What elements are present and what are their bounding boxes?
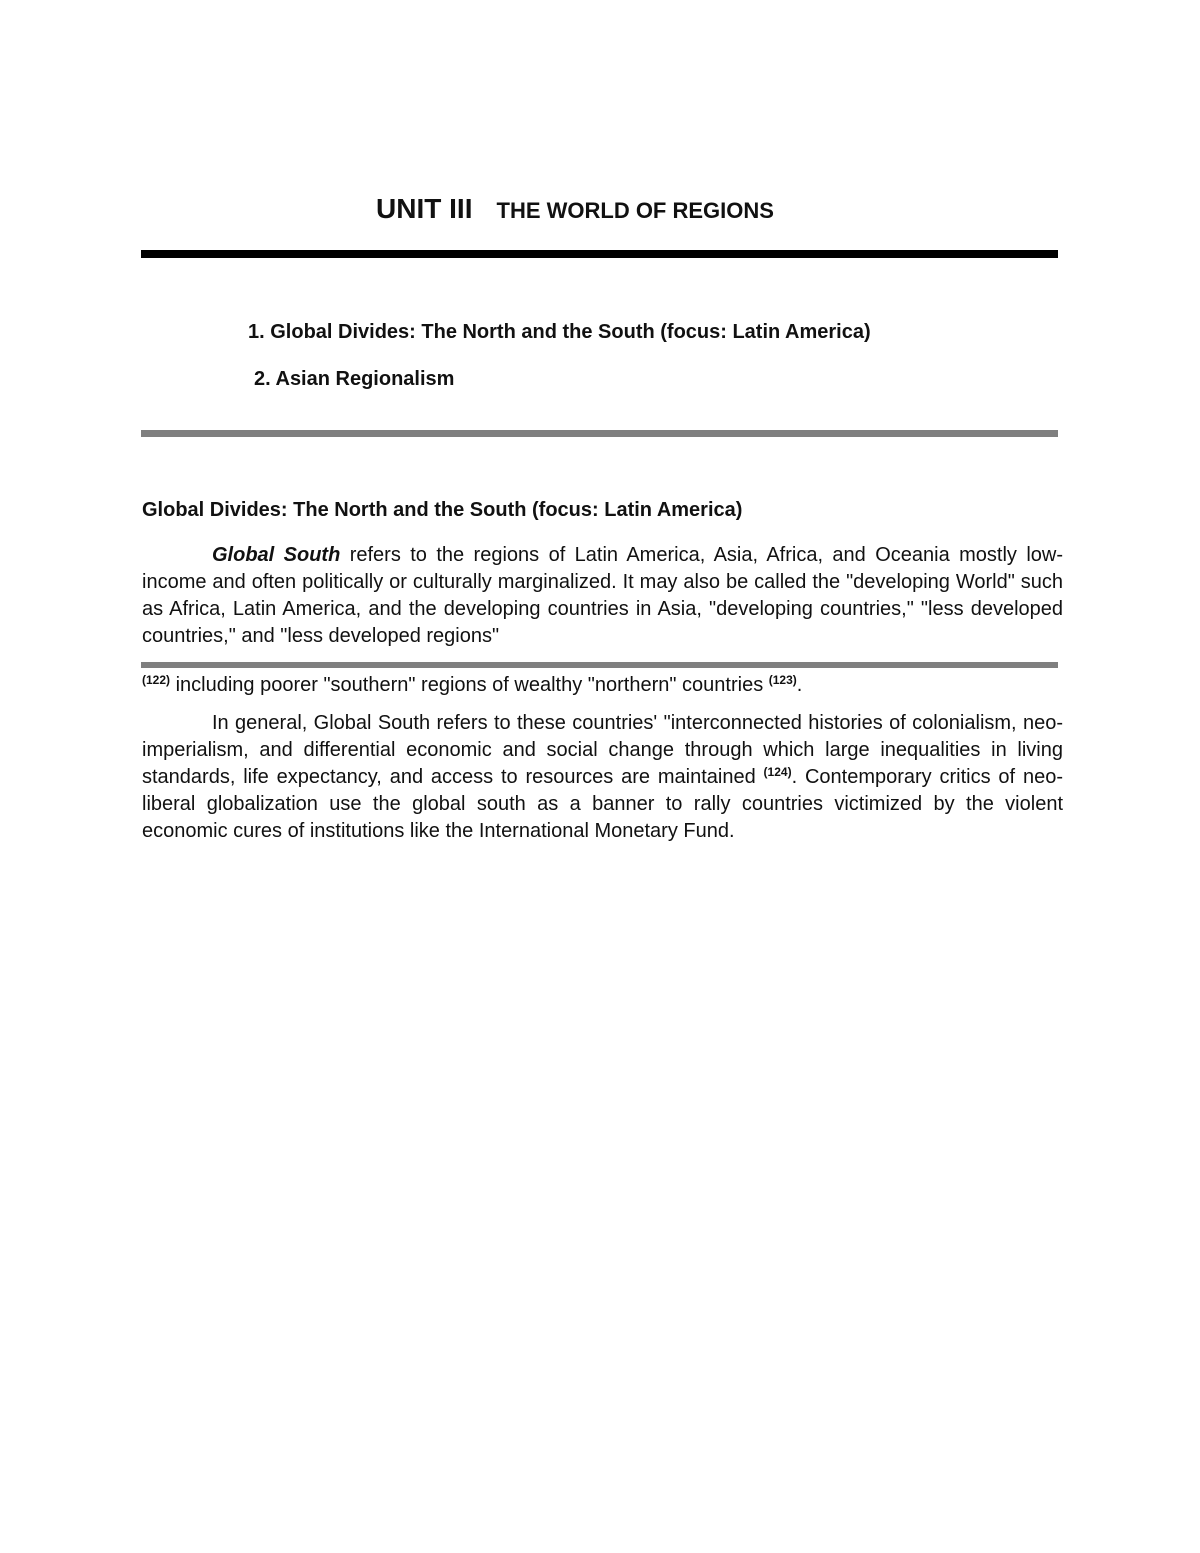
section-heading: Global Divides: The North and the South (focus: Latin America) — [142, 499, 743, 521]
page-break-divider — [141, 662, 1058, 668]
continuation-text: including poorer "southern" regions of wealthy "northern" countries — [170, 674, 769, 696]
unit-title: THE WORLD OF REGIONS — [496, 198, 774, 223]
paragraph-continuation — [142, 672, 802, 699]
paragraph-text: . Contemporary critics of neo-liberal globalization use the global south as a banner to rally countries victimized by the violent economic cures of institutions like the International Monetary Fund. — [142, 766, 1063, 842]
citation-ref: (123) — [768, 673, 797, 687]
paragraph-text: In general, Global South refers to these countries' "interconnected histories of colonialism, neo-imperialism, and differential economic and social change through which large inequalities in living standards, life expectancy, and access to resources are maintained — [142, 712, 1063, 788]
page-title — [0, 193, 1150, 225]
paragraph-in-general — [142, 710, 1063, 845]
paragraph-text: refers to the regions of Latin America, Asia, Africa, and Oceania mostly low- income and often politically or culturally marginalized. It may also be called the "developing World" such as Africa, Latin America, and the developing countries in Asia, "developing countries," "less developed countries," and "less developed regions" — [142, 544, 1063, 647]
unit-label: UNIT III — [376, 193, 473, 224]
term-global-south: Global South — [212, 544, 341, 566]
continuation-end: . — [796, 674, 803, 696]
paragraph-global-south — [142, 542, 1063, 650]
toc-item: 2. Asian Regionalism — [254, 368, 455, 390]
table-of-contents — [248, 318, 871, 393]
citation-ref: (122) — [142, 673, 171, 687]
toc-item: 1. Global Divides: The North and the South (focus: Latin America) — [248, 321, 871, 343]
middle-divider — [141, 430, 1058, 437]
top-divider — [141, 250, 1058, 258]
citation-ref: (124) — [763, 765, 792, 779]
